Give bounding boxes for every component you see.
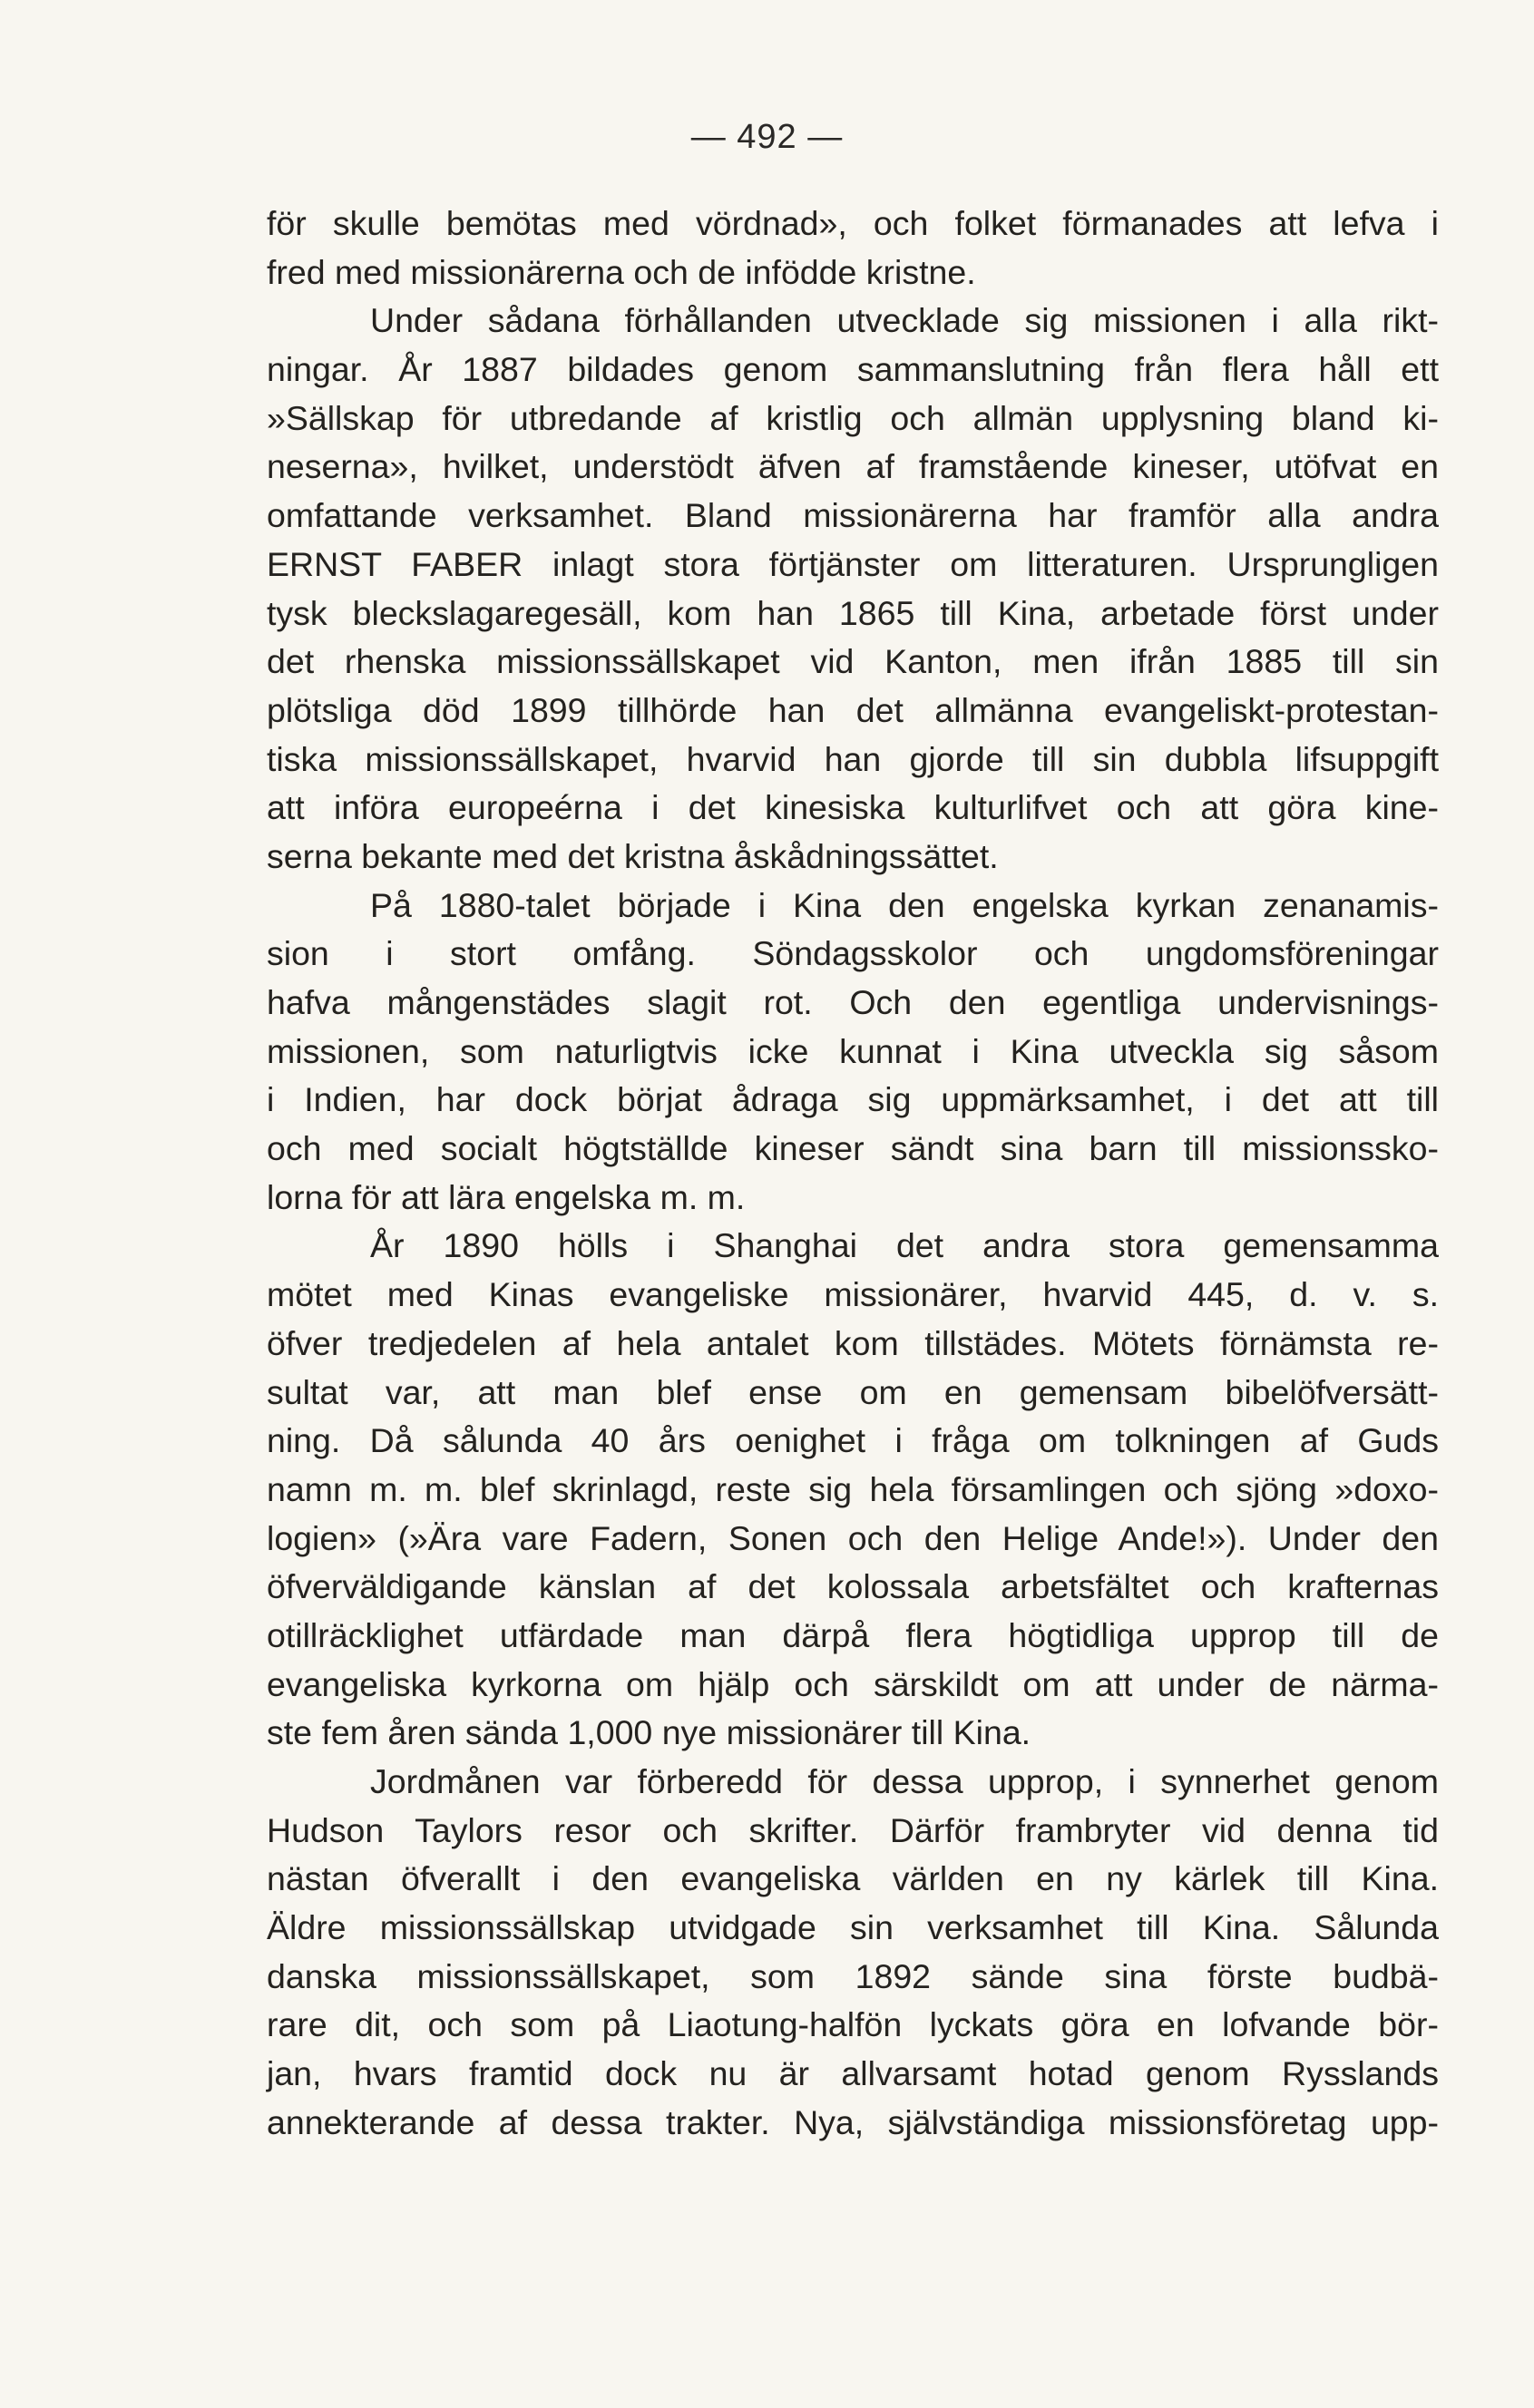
text-line: hafva mångenstädes slagit rot. Och den egentliga undervisnings- — [267, 983, 1439, 1021]
text-line: ningar. År 1887 bildades genom sammanslutning från flera håll ett — [267, 350, 1439, 389]
body-text — [267, 200, 1439, 2148]
text-line: namn m. m. blef skrinlagd, reste sig hela församlingen och sjöng »doxo- — [267, 1469, 1439, 1508]
text-line: ste fem åren sända 1,000 nye missionärer till Kina. — [267, 1713, 1031, 1752]
text-line: År 1890 hölls i Shanghai det andra stora gemensamma — [370, 1226, 1439, 1265]
text-line: otillräcklighet utfärdade man därpå flera högtidliga upprop till de — [267, 1615, 1439, 1654]
text-line: sultat var, att man blef ense om en gemensam bibelöfversätt- — [267, 1372, 1439, 1411]
text-line: logien» (»Ära vare Fadern, Sonen och den Helige Ande!»). Under den — [267, 1518, 1439, 1557]
text-line: omfattande verksamhet. Bland missionärerna har framför alla andra — [267, 496, 1439, 535]
text-line: ERNST FABER inlagt stora förtjänster om litteraturen. Ursprungligen — [267, 544, 1439, 583]
text-line: mötet med Kinas evangeliske missionärer, hvarvid 445, d. v. s. — [267, 1275, 1439, 1314]
text-line: tiska missionssällskapet, hvarvid han gjorde till sin dubbla lifsuppgift — [267, 739, 1439, 778]
text-line: sion i stort omfång. Söndagsskolor och ungdomsföreningar — [267, 934, 1439, 973]
text-line: missionen, som naturligtvis icke kunnat i Kina utveckla sig såsom — [267, 1031, 1439, 1070]
text-line: tysk bleckslagaregesäll, kom han 1865 till Kina, arbetade först under — [267, 593, 1439, 632]
text-line: annekterande af dessa trakter. Nya, självständiga missionsföretag upp- — [267, 2102, 1439, 2141]
text-line: Jordmånen var förberedd för dessa upprop, i synnerhet genom — [370, 1762, 1439, 1800]
text-line: ning. Då sålunda 40 års oenighet i fråga om tolkningen af Guds — [267, 1421, 1439, 1460]
text-line: serna bekante med det kristna åskådningssättet. — [267, 836, 999, 875]
text-line: plötsliga död 1899 tillhörde han det allmänna evangeliskt-protestan- — [267, 690, 1439, 729]
page-number: — 492 — — [690, 118, 844, 156]
text-line: att införa europeérna i det kinesiska kulturlifvet och att göra kine- — [267, 788, 1439, 827]
text-line: danska missionssällskapet, som 1892 sände sina förste budbä- — [267, 1956, 1439, 1995]
text-line: Hudson Taylors resor och skrifter. Därför frambryter vid denna tid — [267, 1810, 1439, 1849]
text-line: och med socialt högtställde kineser sändt sina barn till missionssko- — [267, 1129, 1439, 1168]
text-line: rare dit, och som på Liaotung-halfön lyckats göra en lofvande bör- — [267, 2005, 1439, 2044]
text-line: öfverväldigande känslan af det kolossala arbetsfältet och krafternas — [267, 1567, 1439, 1606]
text-line: jan, hvars framtid dock nu är allvarsamt hotad genom Rysslands — [267, 2054, 1439, 2093]
text-line: nästan öfverallt i den evangeliska världen en ny kärlek till Kina. — [267, 1859, 1439, 1898]
text-line: öfver tredjedelen af hela antalet kom tillstädes. Mötets förnämsta re- — [267, 1323, 1439, 1362]
text-line: Äldre missionssällskap utvidgade sin verksamhet till Kina. Sålunda — [267, 1908, 1439, 1947]
text-line: På 1880-talet började i Kina den engelska kyrkan zenanamis- — [370, 885, 1439, 924]
text-line: Under sådana förhållanden utvecklade sig missionen i alla rikt- — [370, 301, 1439, 340]
text-line: det rhenska missionssällskapet vid Kanton, men ifrån 1885 till sin — [267, 642, 1439, 681]
text-line: neserna», hvilket, understödt äfven af framstående kineser, utöfvat en — [267, 447, 1439, 486]
text-line: lorna för att lära engelska m. m. — [267, 1177, 746, 1216]
text-line: för skulle bemötas med vördnad», och folket förmanades att lefva i — [267, 204, 1439, 242]
text-line: i Indien, har dock börjat ådraga sig uppmärksamhet, i det att till — [267, 1080, 1439, 1119]
text-line: »Sällskap för utbredande af kristlig och allmän upplysning bland ki- — [267, 398, 1439, 437]
text-line: evangeliska kyrkorna om hjälp och särskildt om att under de närma- — [267, 1664, 1439, 1703]
text-line: fred med missionärerna och de infödde kristne. — [267, 252, 976, 291]
